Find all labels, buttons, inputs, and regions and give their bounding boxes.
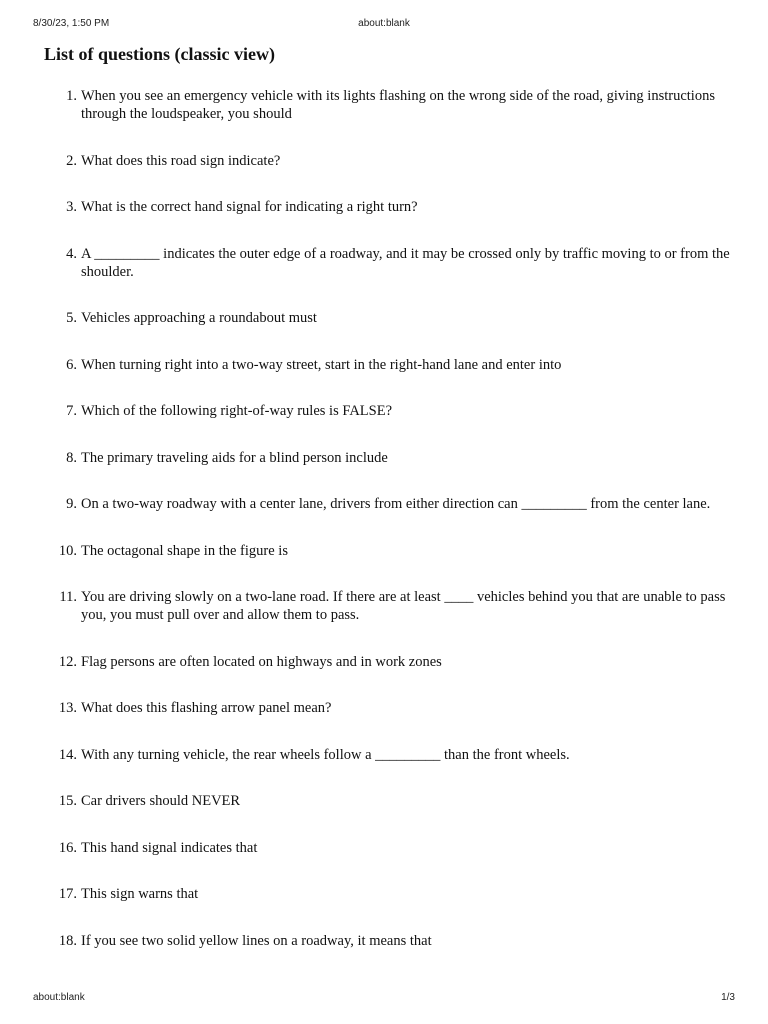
question-text: Flag persons are often located on highways and in work zones xyxy=(81,653,442,670)
question-item xyxy=(44,839,734,857)
question-text: What is the correct hand signal for indicating a right turn? xyxy=(81,199,418,215)
question-number: 11. xyxy=(59,589,77,605)
question-number: 17. xyxy=(58,886,77,902)
question-number: 8. xyxy=(66,449,77,466)
question-text: Which of the following right-of-way rules is FALSE? xyxy=(81,403,393,419)
question-item xyxy=(44,932,734,950)
question-list xyxy=(44,87,734,950)
question-text: A _________ indicates the outer edge of a roadway, and it may be crossed only by traffic moving to or from the shoulder. xyxy=(81,245,730,280)
question-text: On a two-way roadway with a center lane, drivers from either direction can _________ from the center lane. xyxy=(81,496,711,512)
question-number: 15. xyxy=(58,793,77,809)
question-text: Vehicles approaching a roundabout must xyxy=(81,310,317,326)
question-item xyxy=(44,402,734,420)
question-text: What does this road sign indicate? xyxy=(81,152,281,169)
question-item xyxy=(44,495,734,513)
question-number: 6. xyxy=(66,356,77,373)
question-number: 14. xyxy=(58,746,77,763)
question-item xyxy=(44,152,734,170)
question-item xyxy=(44,588,734,624)
document-content xyxy=(44,42,734,978)
question-item xyxy=(44,699,734,717)
question-item xyxy=(44,653,734,671)
question-text: You are driving slowly on a two-lane road. If there are at least ____ vehicles behind you that are unable to pass you, you must pull over and allow them to pass. xyxy=(81,589,726,623)
print-page-url: about:blank xyxy=(358,18,410,29)
question-number: 1. xyxy=(66,88,77,104)
question-number: 4. xyxy=(66,245,77,262)
question-number: 7. xyxy=(66,403,77,419)
question-item xyxy=(44,792,734,810)
question-number: 18. xyxy=(58,932,77,949)
question-text: The primary traveling aids for a blind person include xyxy=(81,449,388,466)
question-item xyxy=(44,245,734,281)
print-header xyxy=(0,18,768,32)
question-text: With any turning vehicle, the rear wheels follow a _________ than the front wheels. xyxy=(81,746,570,763)
question-number: 5. xyxy=(66,310,77,326)
question-item xyxy=(44,542,734,560)
question-item xyxy=(44,87,734,123)
question-text: Car drivers should NEVER xyxy=(81,793,241,809)
question-number: 2. xyxy=(66,152,77,169)
question-number: 10. xyxy=(58,542,77,559)
question-item xyxy=(44,449,734,467)
question-number: 16. xyxy=(58,839,77,856)
print-datetime: 8/30/23, 1:50 PM xyxy=(33,18,110,29)
question-item xyxy=(44,356,734,374)
footer-page-url: about:blank xyxy=(33,992,85,1003)
question-text: The octagonal shape in the figure is xyxy=(81,542,288,559)
question-text: When turning right into a two-way street, start in the right-hand lane and enter into xyxy=(81,356,562,373)
question-item xyxy=(44,885,734,903)
question-text: If you see two solid yellow lines on a roadway, it means that xyxy=(81,932,432,949)
question-text: This hand signal indicates that xyxy=(81,839,258,856)
question-item xyxy=(44,309,734,327)
question-item xyxy=(44,198,734,216)
question-number: 13. xyxy=(58,700,77,716)
question-number: 12. xyxy=(58,653,77,670)
question-text: What does this flashing arrow panel mean? xyxy=(81,700,332,716)
question-text: This sign warns that xyxy=(81,886,199,902)
print-footer xyxy=(0,992,768,1006)
question-number: 9. xyxy=(66,496,77,512)
page-number: 1/3 xyxy=(721,992,735,1003)
question-item xyxy=(44,746,734,764)
question-number: 3. xyxy=(66,199,77,215)
question-text: When you see an emergency vehicle with its lights flashing on the wrong side of the road, giving instructions through the loudspeaker, you should xyxy=(81,88,715,122)
page-title: List of questions (classic view) xyxy=(44,44,275,64)
